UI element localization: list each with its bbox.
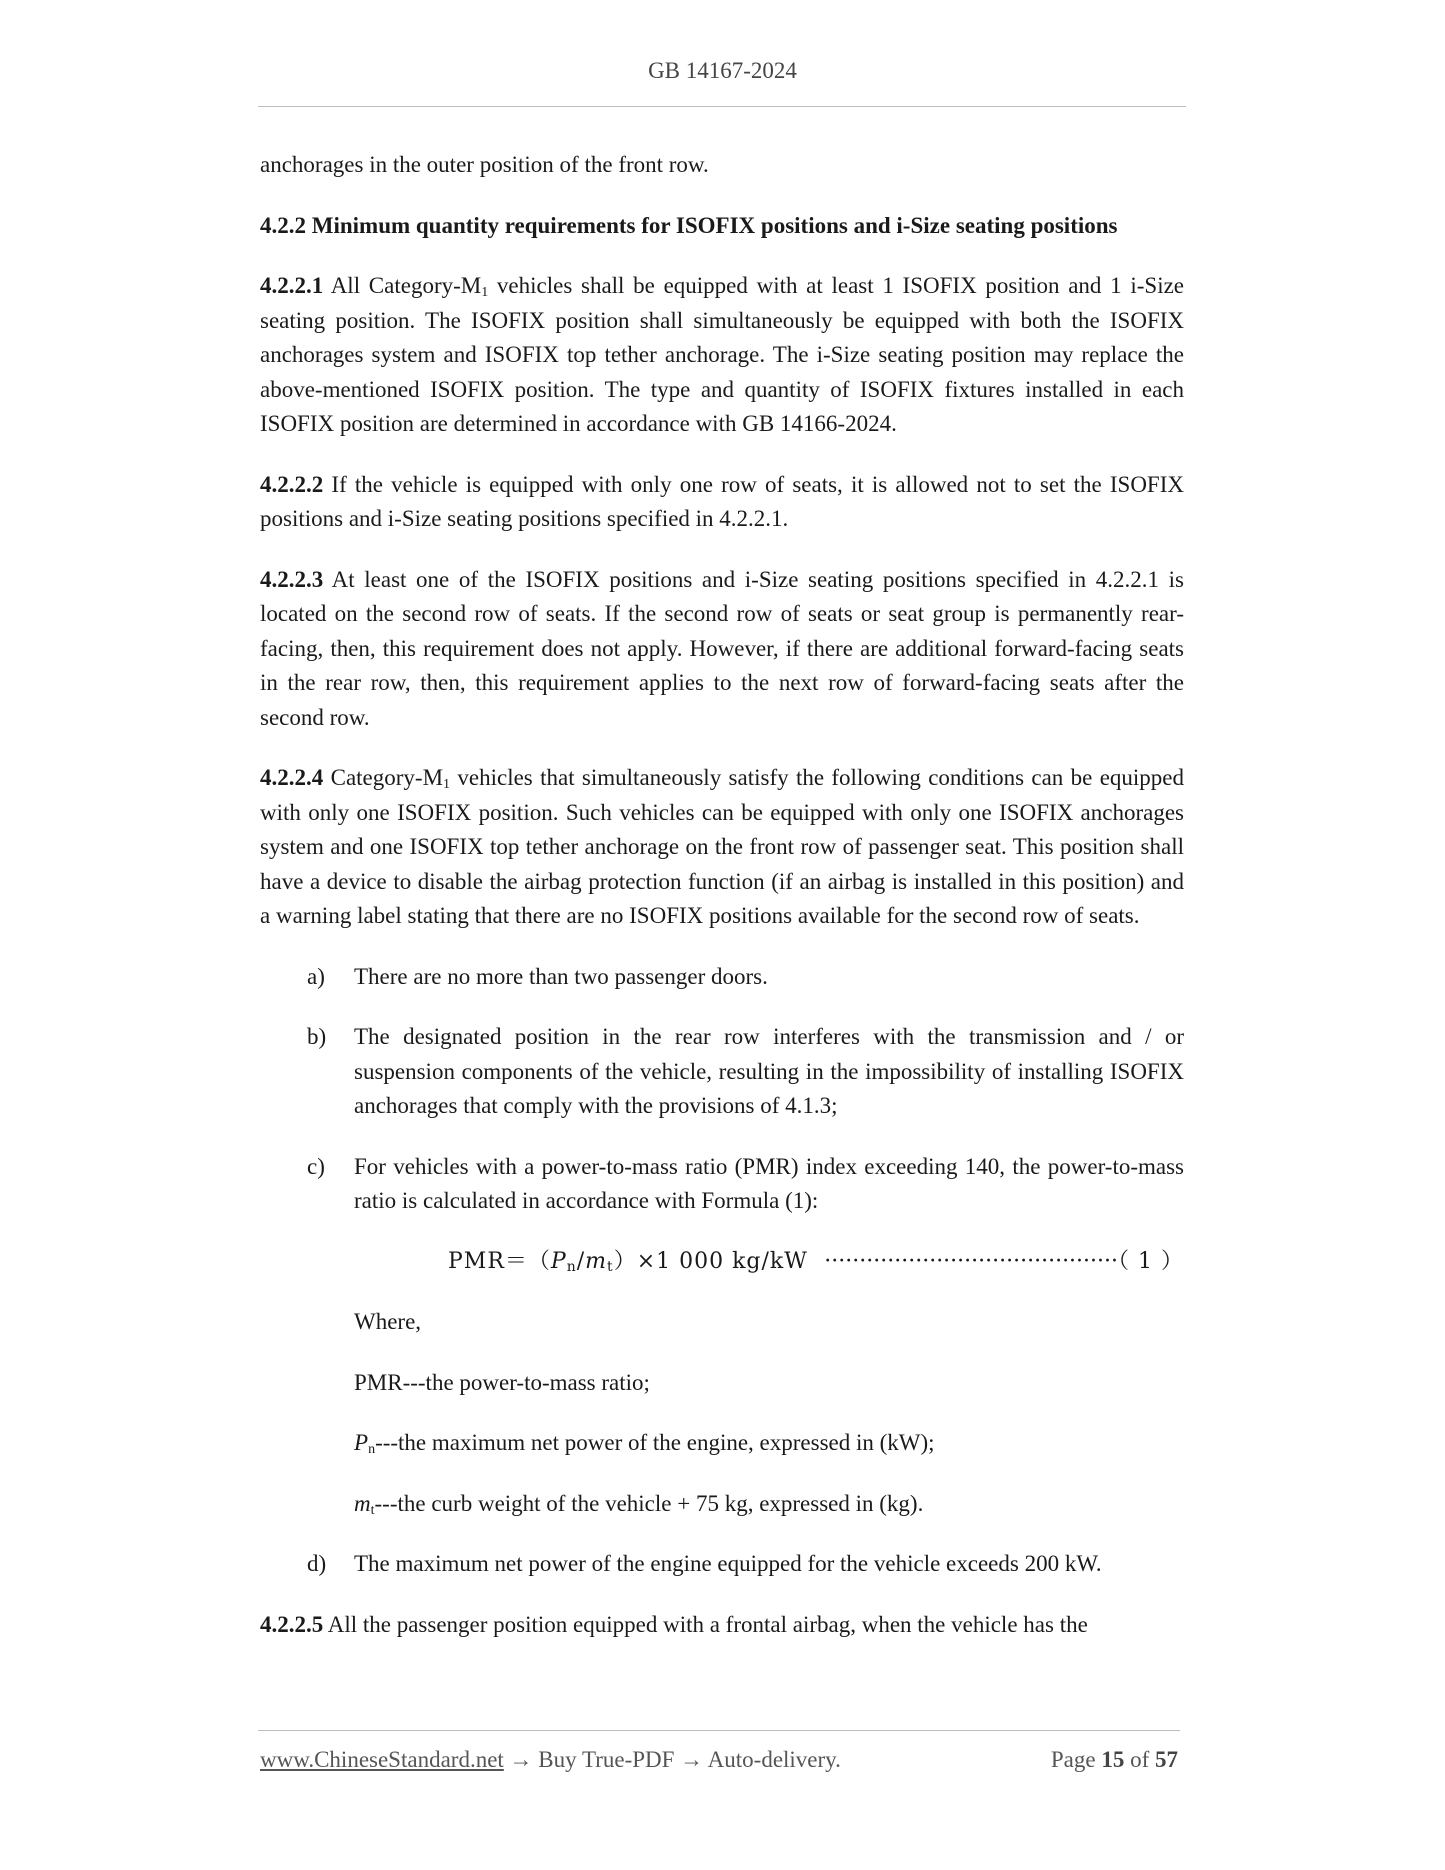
list-text: For vehicles with a power-to-mass ratio (PMR) index exceeding 140, the power-to-mass ratio is calculated in accordance with Formula (1): [354,1153,1184,1213]
formula-dots: ·········································· [824,1248,1119,1274]
definition-pmr: PMR---the power-to-mass ratio; [354,1369,650,1395]
clause-number: 4.2.2.2 [260,471,324,497]
page-number: Page 15 of 57 [1050,1747,1178,1772]
list-item [260,1547,1184,1582]
header-rule [258,106,1186,107]
clause-4-2-2-4: 4.2.2.4 Category-$M_1$ vehicles that simultaneously satisfy the following conditions can be equipped with only one ISOFIX position. Such vehicles can be equipped with only one ISOFIX anchorages system and one ISOFIX top tether anchorage on the front row of passenger seat. This position shall have a device to disable the airbag protection function (if an airbag is installed in this position) and a warning label stating that there are no ISOFIX positions available for the second row of seats. [260,765,1185,928]
formula-expression: $PMR=(P_n/m_t)\times 1$ 000 kg/kW [448,1248,808,1275]
page-header: GB 14167-2024 [648,58,797,83]
list-marker: b) [307,1024,327,1049]
where-label: Where, [354,1309,422,1334]
conditions-list [260,960,1184,1219]
list-marker: d) [307,1551,327,1576]
list-text: The designated position in the rear row interferes with the transmission and / or suspension components of the vehicle, resulting in the impossibility of installing ISOFIX anchorages that comply with the provisions of 4.1.3; [354,1024,1184,1118]
clause-4-2-2-3: 4.2.2.3 At least one of the ISOFIX positions and i-Size seating positions specified in 4.2.2.1 is located on the second row of seats. If the second row of seats or seat group is permanently rear-facing, then, this requirement does not apply. However, if there are additional forward-facing seats in the rear row, then, this requirement applies to the next row of forward-facing seats after the second row. [260,566,1184,730]
clause-4-2-2-5: 4.2.2.5 All the passenger position equipped with a frontal airbag, when the vehicle has the [260,1611,1088,1637]
site-link[interactable]: www.ChineseStandard.net [260,1747,504,1772]
list-item [260,960,1184,995]
list-text: There are no more than two passenger doors. [354,963,768,989]
footer-rule [258,1730,1180,1731]
definition-mt: $m_t--$-the curb weight of the vehicle + 75 kg, expressed in (kg). [354,1490,924,1518]
subscript: 1 [481,285,489,300]
page-footer [260,1747,1178,1773]
pmr-formula [260,1245,1184,1280]
list-marker: c) [307,1153,325,1179]
list-item [260,1020,1184,1124]
clause-number: 4.2.2.3 [260,566,324,592]
formula-label: （ 1 ） [1118,1248,1184,1274]
subscript: 1 [443,777,451,792]
conditions-list-continued [260,1547,1184,1582]
intro-paragraph: anchorages in the outer position of the front row. [260,152,709,177]
clause-number: 4.2.2.4 [260,765,324,790]
clause-4-2-2-1: 4.2.2.1 All Category-$M_1$ vehicles shall be equipped with at least 1 ISOFIX position and 1 i-Size seating position. The ISOFIX position shall simultaneously be equipped with both the ISOFIX anchorages system and ISOFIX top tether anchorage. The i-Size seating position may replace the above-mentioned ISOFIX position. The type and quantity of ISOFIX fixtures installed in each ISOFIX position are determined in accordance with GB 14166-2024. [260,273,1185,436]
formula-leader [824,1245,1184,1280]
list-marker: a) [307,963,325,989]
definition-pn: $P_n--$-the maximum net power of the engine, expressed in (kW); [354,1430,935,1457]
footer-promo: www.ChineseStandard.net → Buy True-PDF → Auto-delivery. [260,1747,841,1772]
section-heading [260,209,1184,244]
clause-number: 4.2.2.5 [260,1611,324,1637]
clause-4-2-2-2: 4.2.2.2 If the vehicle is equipped with only one row of seats, it is allowed not to set the ISOFIX positions and i-Size seating positions specified in 4.2.2.1. [260,471,1184,531]
clause-number: 4.2.2.1 [260,273,324,298]
document-body [260,148,1184,1668]
section-number: 4.2.2 [260,212,306,238]
section-title: Minimum quantity requirements for ISOFIX positions and i-Size seating positions [311,212,1118,238]
list-item [260,1150,1184,1219]
list-text: The maximum net power of the engine equipped for the vehicle exceeds 200 kW. [354,1551,1102,1576]
